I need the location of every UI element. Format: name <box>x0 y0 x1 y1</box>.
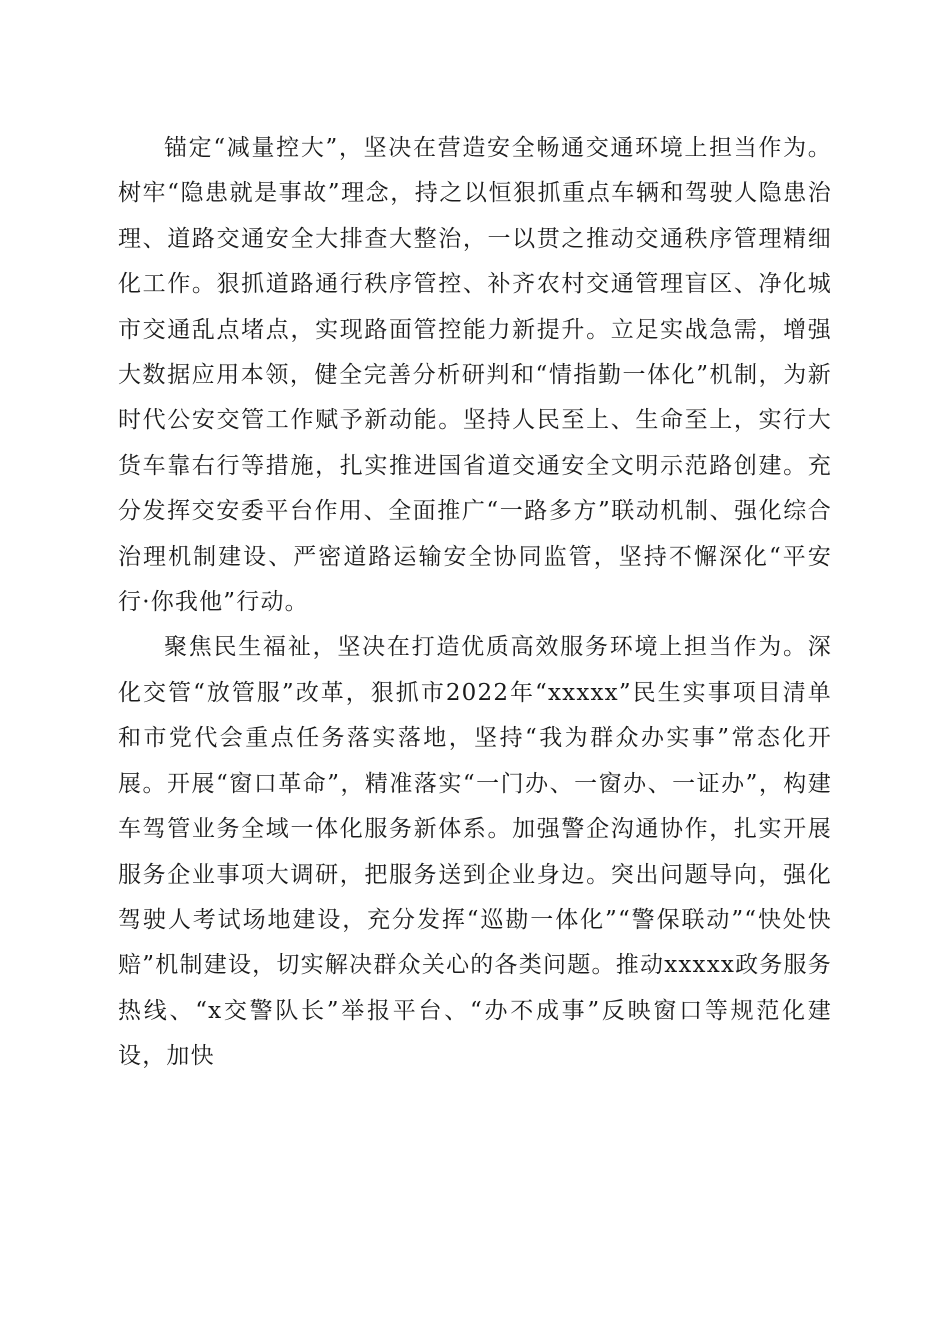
document-body <box>118 126 832 1080</box>
paragraph-traffic-safety: 锚定“减量控大”，坚决在营造安全畅通交通环境上担当作为。树牢“隐患就是事故”理念，持之以恒狠抓重点车辆和驾驶人隐患治理、道路交通安全大排查大整治，一以贯之推动交通秩序管理精细化工作。狠抓道路通行秩序管控、补齐农村交通管理盲区、净化城市交通乱点堵点，实现路面管控能力新提升。立足实战急需，增强大数据应用本领，健全完善分析研判和“情指勤一体化”机制，为新时代公安交管工作赋予新动能。坚持人民至上、生命至上，实行大货车靠右行等措施，扎实推进国省道交通安全文明示范路创建。充分发挥交安委平台作用、全面推广“一路多方”联动机制、强化综合治理机制建设、严密道路运输安全协同监管，坚持不懈深化“平安行·你我他”行动。 <box>118 135 832 616</box>
paragraph-public-service: 聚焦民生福祉，坚决在打造优质高效服务环境上担当作为。深化交管“放管服”改革，狠抓市2022年“xxxxx”民生实事项目清单和市党代会重点任务落实落地，坚持“我为群众办实事”常态化开展。开展“窗口革命”，精准落实“一门办、一窗办、一证办”，构建车驾管业务全域一体化服务新体系。加强警企沟通协作，扎实开展服务企业事项大调研，把服务送到企业身边。突出问题导向，强化驾驶人考试场地建设，充分发挥“巡勘一体化”“警保联动”“快处快赔”机制建设，切实解决群众关心的各类问题。推动xxxxx政务服务热线、“x交警队长”举报平台、“办不成事”反映窗口等规范化建设，加快 <box>118 634 832 1070</box>
